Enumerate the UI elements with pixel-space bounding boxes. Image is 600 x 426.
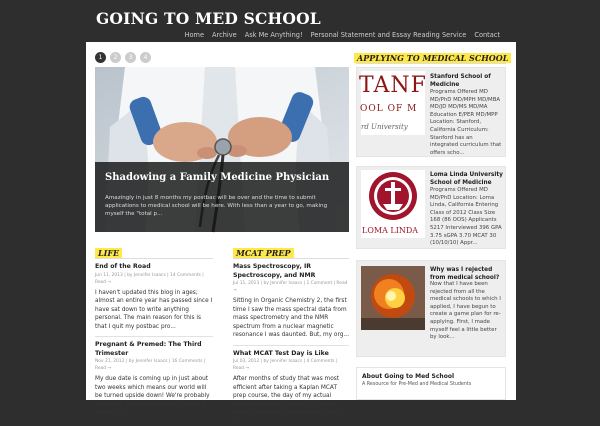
featured-slide[interactable] xyxy=(95,67,349,232)
nav-home[interactable]: Home xyxy=(184,31,205,39)
nav-personal-statement[interactable]: Personal Statement and Essay Reading Service xyxy=(310,31,467,39)
sidebar-post-title[interactable]: Why was I rejected from medical school? xyxy=(430,267,500,281)
mcat-divider xyxy=(233,258,349,259)
slider-dot-1[interactable]: 1 xyxy=(95,52,106,63)
lomalinda-logo-thumbnail[interactable] xyxy=(361,170,425,238)
mcat-posts xyxy=(233,263,349,426)
slider-dot-4[interactable]: 4 xyxy=(140,52,151,63)
site-title[interactable]: GOING TO MED SCHOOL xyxy=(96,9,321,28)
post-meta: Jul 11, 2013 | by Jennifer Isaacs | 1 Comment | Read → xyxy=(233,281,348,293)
post-meta: Jul 03, 2012 | by Jennifer Isaacs | 4 Comments | Read → xyxy=(233,359,338,371)
nav-archive[interactable]: Archive xyxy=(212,31,237,39)
post-title[interactable]: End of the Road xyxy=(95,263,151,270)
about-title[interactable]: About Going to Med School xyxy=(362,373,455,380)
explosion-image xyxy=(361,266,425,330)
stanford-logo-text: TANF xyxy=(359,73,427,98)
life-divider xyxy=(95,258,213,259)
life-posts xyxy=(95,263,213,418)
explosion-thumbnail[interactable] xyxy=(361,266,425,330)
slider-dot-3[interactable]: 3 xyxy=(125,52,136,63)
slide-title[interactable]: Shadowing a Family Medicine Physician xyxy=(105,172,330,183)
slide-caption xyxy=(95,162,349,232)
about-subtitle: A Resource for Pre-Med and Medical Students xyxy=(362,382,472,387)
post-excerpt: After months of study that was most efficient after taking a Kaplan MCAT prep course, the day of my actual MCAT test arrived. Since I am not a morning person, I had chosen a noon t... xyxy=(233,376,342,425)
nav-ask-me-anything[interactable]: Ask Me Anything! xyxy=(244,31,303,39)
post-title[interactable]: Mass Spectroscopy, IR Spectroscopy, and NMR xyxy=(233,263,316,279)
sidebar-post-excerpt: Now that I have been rejected from all the medical schools to which I applied, I have begun to create a game plan for re-applying. First, I made myself feel a little better by look... xyxy=(430,281,501,341)
slider-dot-2[interactable]: 2 xyxy=(110,52,121,63)
nav-contact[interactable]: Contact xyxy=(474,31,500,39)
stanford-logo-thumbnail[interactable] xyxy=(361,71,425,135)
post-excerpt: I haven't updated this blog in ages; almost an entire year has passed since I have sat down to write anything personal. The main reason for this is that I quit my postbac pro... xyxy=(95,289,213,330)
post-title[interactable]: What MCAT Test Day is Like xyxy=(233,349,329,357)
sidebar-post-title[interactable]: Loma Linda University School of Medicine xyxy=(430,172,503,186)
slide-excerpt: Amazingly in just 8 months my postbac will be over and the time to submit applications to medical school will be here. With less than a year to go, making myself the "total p... xyxy=(105,195,328,217)
lomalinda-seal-icon xyxy=(361,170,425,226)
sidebar-post-title[interactable]: Stanford School of Medicine xyxy=(430,74,491,88)
main-nav xyxy=(181,31,500,39)
sidebar-post-excerpt: Programs Offered MD MD/PhD MD/MPH MD/MBA MD/JD MD/MS MD/MA Education E/PER MD/MPP Location: Stanford, California Curriculum: Stanford has an integrated curriculum that offers scho... xyxy=(430,89,502,156)
post-title[interactable]: Pregnant & Premed: The Third Trimester xyxy=(95,341,202,357)
slider-pagination xyxy=(95,52,151,63)
life-heading[interactable]: LIFE xyxy=(95,248,122,258)
post-meta: Jun 11, 2013 | by Jennifer Isaacs | 14 Comments | Read → xyxy=(95,272,204,285)
post-meta: Nov 21, 2012 | by Jennifer Isaacs | 16 Comments | Read → xyxy=(95,359,206,371)
post-excerpt: Sitting in Organic Chemistry 2, the first time I saw the mass spectral data from mass spectrometry and the NMR spectrum from a nuclear magnetic resonance I was daunted. But, my org... xyxy=(233,298,349,338)
post-divider xyxy=(233,345,349,346)
post-divider xyxy=(95,336,213,337)
sidebar-divider xyxy=(356,63,506,64)
stanford-logo-subtext: OOL OF M xyxy=(360,104,418,114)
lomalinda-logo-text: LOMA LINDA xyxy=(362,226,419,235)
mcat-heading[interactable]: MCAT PREP xyxy=(233,248,294,258)
stanford-logo-footer: rd University xyxy=(361,123,408,131)
site-header xyxy=(0,0,600,42)
sidebar-post-excerpt: Programs Offered MD MD/PhD Location: Loma Linda, California Entering Class of 2012 Class Size 168 (86 OOS) Applicants 5217 Interviewed 396 GPA 3.75 sGPA 3.70 MCAT 30 (10/10/10) Appr... xyxy=(430,187,502,247)
post-excerpt: My due date is coming up in just about two weeks which means our world will be turned upside down! We're probably not ready, but we're definitely getting excited. H... xyxy=(95,376,210,416)
sidebar-heading[interactable]: APPLYING TO MEDICAL SCHOOL xyxy=(354,53,511,63)
